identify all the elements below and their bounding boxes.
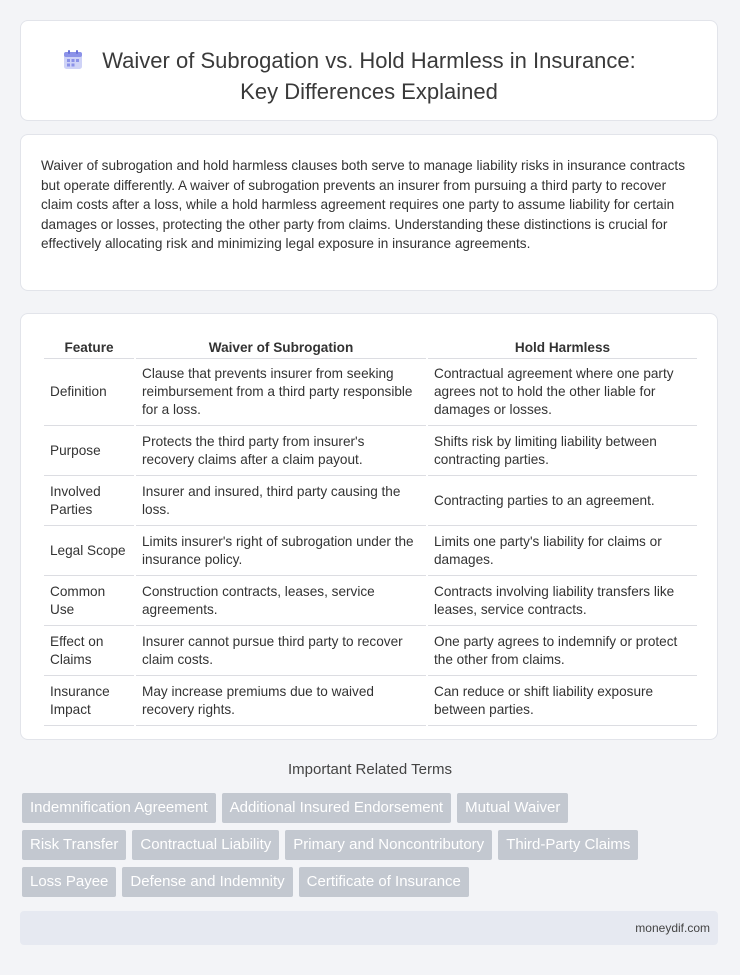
table-row — [44, 626, 697, 676]
header-waiver: Waiver of Subrogation — [136, 334, 426, 359]
intro-paragraph: Waiver of subrogation and hold harmless clauses both serve to manage liability risks in insurance contracts but operate differently. A waiver of subrogation prevents an insurer from pursuing a third party to recover claim costs after a loss, while a hold harmless agreement requires one party to assume liability for certain damages or losses, protecting the other party from claims. Understanding these distinctions is crucial for effectively allocating risk and minimizing legal exposure in insurance agreements. — [41, 158, 686, 252]
related-terms-heading: Important Related Terms — [288, 761, 452, 778]
feature-cell: Common Use — [44, 576, 134, 626]
page-title — [21, 45, 717, 107]
related-term-tag[interactable]: Contractual Liability — [132, 830, 279, 860]
table-row — [44, 526, 697, 576]
hold-harmless-cell: One party agrees to indemnify or protect the other from claims. — [428, 626, 697, 676]
feature-cell: Insurance Impact — [44, 676, 134, 726]
footer-bar — [20, 911, 718, 945]
related-term-tag[interactable]: Primary and Noncontributory — [285, 830, 492, 860]
table-row — [44, 359, 697, 426]
waiver-cell: Construction contracts, leases, service agreements. — [136, 576, 426, 626]
waiver-cell: Insurer cannot pursue third party to recover claim costs. — [136, 626, 426, 676]
feature-cell: Legal Scope — [44, 526, 134, 576]
hold-harmless-cell: Contracting parties to an agreement. — [428, 476, 697, 526]
table-row — [44, 676, 697, 726]
hold-harmless-cell: Contracts involving liability transfers like leases, service contracts. — [428, 576, 697, 626]
table-row — [44, 576, 697, 626]
table-header-row — [44, 334, 697, 359]
intro-card — [20, 134, 718, 291]
waiver-cell: May increase premiums due to waived recovery rights. — [136, 676, 426, 726]
related-term-tag[interactable]: Loss Payee — [22, 867, 116, 897]
related-term-tag[interactable]: Risk Transfer — [22, 830, 126, 860]
hold-harmless-cell: Can reduce or shift liability exposure between parties. — [428, 676, 697, 726]
related-term-tag[interactable]: Mutual Waiver — [457, 793, 568, 823]
hold-harmless-cell: Limits one party's liability for claims or damages. — [428, 526, 697, 576]
footer-site-link[interactable]: moneydif.com — [635, 921, 710, 935]
related-term-tag[interactable]: Additional Insured Endorsement — [222, 793, 451, 823]
related-term-tag[interactable]: Defense and Indemnity — [122, 867, 292, 897]
feature-cell: Effect on Claims — [44, 626, 134, 676]
hold-harmless-cell: Contractual agreement where one party agrees not to hold the other liable for damages or losses. — [428, 359, 697, 426]
page-title-line2: Key Differences Explained — [240, 79, 498, 104]
related-terms-list — [22, 793, 702, 904]
feature-cell: Purpose — [44, 426, 134, 476]
feature-cell: Definition — [44, 359, 134, 426]
related-term-tag[interactable]: Indemnification Agreement — [22, 793, 216, 823]
comparison-table — [42, 334, 699, 726]
header-hold-harmless: Hold Harmless — [428, 334, 697, 359]
title-card — [20, 20, 718, 121]
waiver-cell: Limits insurer's right of subrogation under the insurance policy. — [136, 526, 426, 576]
waiver-cell: Insurer and insured, third party causing the loss. — [136, 476, 426, 526]
hold-harmless-cell: Shifts risk by limiting liability between contracting parties. — [428, 426, 697, 476]
page-title-line1: Waiver of Subrogation vs. Hold Harmless in Insurance: — [102, 48, 636, 73]
related-term-tag[interactable]: Third-Party Claims — [498, 830, 638, 860]
header-feature: Feature — [44, 334, 134, 359]
table-row — [44, 476, 697, 526]
feature-cell: Involved Parties — [44, 476, 134, 526]
comparison-card — [20, 313, 718, 740]
table-row — [44, 426, 697, 476]
waiver-cell: Clause that prevents insurer from seeking reimbursement from a third party responsible for a loss. — [136, 359, 426, 426]
waiver-cell: Protects the third party from insurer's recovery claims after a claim payout. — [136, 426, 426, 476]
related-term-tag[interactable]: Certificate of Insurance — [299, 867, 469, 897]
